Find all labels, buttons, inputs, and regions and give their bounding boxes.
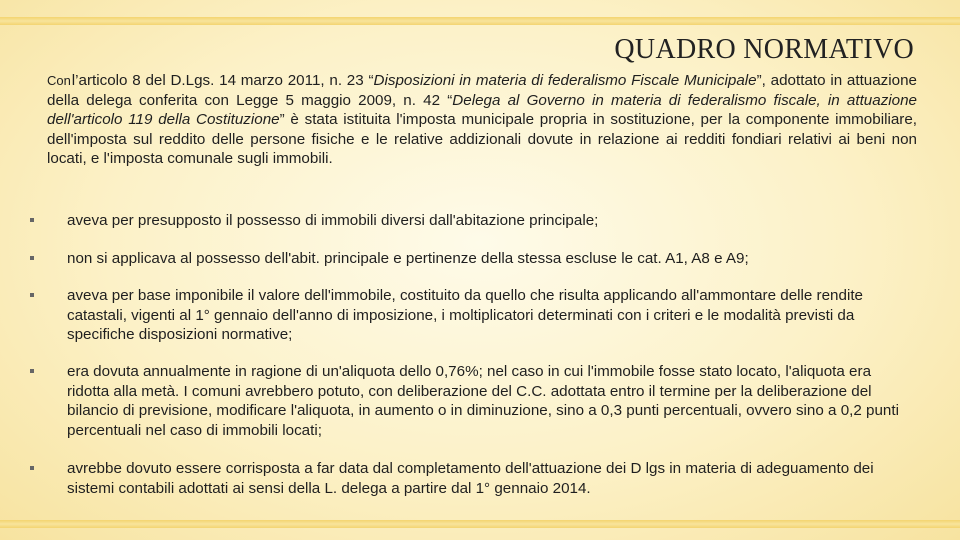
intro-decree-title: Disposizioni in materia di federalismo Fiscale Municipale bbox=[373, 72, 757, 89]
bullet-text-4: era dovuta annualmente in ragione di un'aliquota dello 0,76%; nel caso in cui l'immobile fosse stato locato, l'aliquota era ridotta alla metà. I comuni avrebbero potuto, con deliberazione del C.C. adottata entro il termine per la deliberazione del bilancio di previsione, modificare l'aliquota, in aumento o in diminuzione, sino a 0,3 punti percentuali, ovvero sino a 0,2 punti percentuali nel caso di immobili locati; bbox=[67, 363, 899, 439]
bullet-text-2: non si applicava al possesso dell'abit. principale e pertinenze della stessa escluse le cat. A1, A8 e A9; bbox=[67, 250, 749, 267]
bullet-item-3 bbox=[30, 286, 916, 345]
bullet-marker bbox=[30, 466, 34, 470]
bullet-text-1: aveva per presupposto il possesso di immobili diversi dall'abitazione principale; bbox=[67, 212, 599, 229]
intro-law-title: Delega al Governo in materia di federalismo fiscale, in attuazione dell'articolo 119 della Costituzione bbox=[47, 91, 917, 129]
bullet-item-2 bbox=[30, 249, 916, 269]
bullet-item-4 bbox=[30, 362, 916, 440]
bottom-decorative-band bbox=[0, 520, 960, 528]
bullet-marker bbox=[30, 293, 34, 297]
bullet-item-5 bbox=[30, 459, 916, 498]
slide-title: QUADRO NORMATIVO bbox=[614, 34, 914, 65]
intro-part-2: ”, adottato in attuazione della delega conferita con Legge 5 maggio 2009, n. 42 “ bbox=[47, 72, 917, 109]
top-decorative-band bbox=[0, 17, 960, 25]
bullet-marker bbox=[30, 369, 34, 373]
intro-part-3: ” è stata istituita l'imposta municipale propria in sostituzione, per la componente immobiliare, dell'imposta sul reddito delle persone fisiche e le relative addizionali dovute in relazione ai redditi fondiari relativi ai beni non locati, e l'imposta comunale sugli immobili. bbox=[47, 111, 917, 168]
intro-lead-word: Con bbox=[47, 73, 71, 88]
bullet-item-1 bbox=[30, 211, 916, 231]
bullet-text-5: avrebbe dovuto essere corrisposta a far data dal completamento dell'attuazione dei D lgs in materia di adeguamento dei sistemi contabili adottati ai sensi della L. delega a partire dal 1° gennaio 2014. bbox=[67, 460, 874, 497]
bullet-marker bbox=[30, 218, 34, 222]
intro-part-1: l’articolo 8 del D.Lgs. 14 marzo 2011, n. 23 “ bbox=[67, 72, 374, 89]
intro-paragraph bbox=[47, 71, 917, 169]
bullet-text-3: aveva per base imponibile il valore dell'immobile, costituito da quello che risulta applicando all'ammontare delle rendite catastali, vigenti al 1° gennaio dell'anno di imposizione, i moltiplicatori determinati con i criteri e le modalità previsti da specifiche disposizioni normative; bbox=[67, 287, 863, 344]
bullet-marker bbox=[30, 256, 34, 260]
